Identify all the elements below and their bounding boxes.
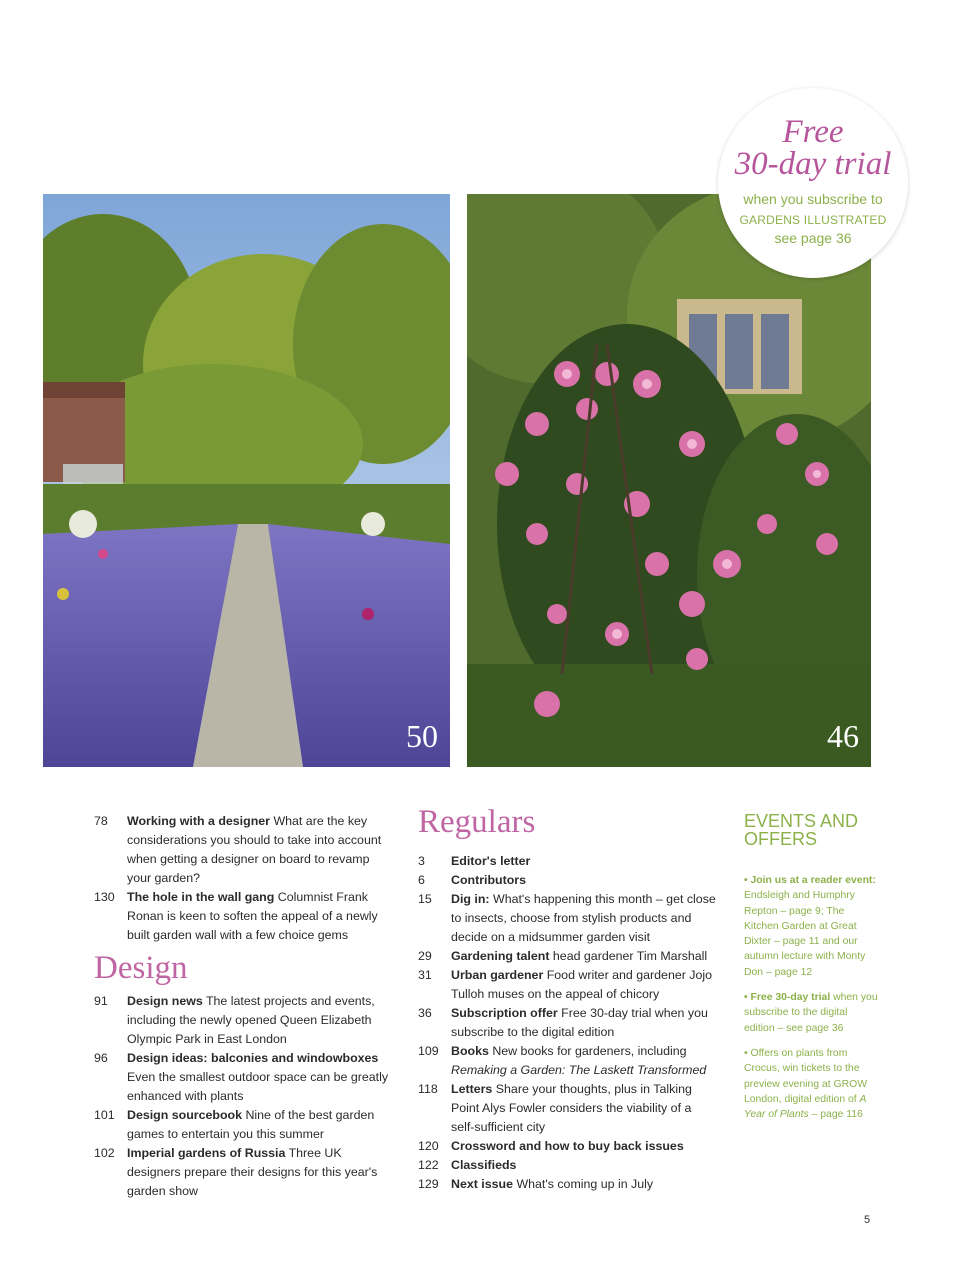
contents-entry[interactable]	[94, 1144, 394, 1201]
contents-entry[interactable]	[94, 1049, 394, 1106]
entry-description: The latest projects and events, including the newly opened Queen Elizabeth Olympic Park in East London	[127, 994, 375, 1046]
event-item-reader-event[interactable]	[744, 873, 879, 980]
entry-page-number: 15	[418, 892, 432, 906]
entry-description: New books for gardeners, including	[492, 1044, 687, 1058]
entry-page-number: 109	[418, 1044, 439, 1058]
entry-title: Classifieds	[451, 1158, 517, 1172]
badge-free-text: Free	[782, 114, 844, 150]
contents-entry[interactable]	[418, 852, 718, 871]
entry-title: The hole in the wall gang	[127, 890, 275, 904]
entry-page-number: 120	[418, 1139, 439, 1153]
events-offers-heading	[744, 812, 879, 848]
badge-magazine-name: GARDENS ILLUSTRATED	[739, 213, 887, 227]
entry-description: Columnist Frank Ronan is keen to soften the appeal of a newly built garden wall with a few choice gems	[127, 890, 378, 942]
event-label: • Free 30-day trial	[744, 992, 831, 1004]
entry-title: Imperial gardens of Russia	[127, 1146, 286, 1160]
entry-page-number: 129	[418, 1177, 439, 1191]
entry-title: Gardening talent	[451, 949, 550, 963]
entry-title: Next issue	[451, 1177, 513, 1191]
page-number: 5	[864, 1214, 871, 1226]
entry-book-title: Remaking a Garden: The Laskett Transformed	[451, 1063, 707, 1077]
garden-path-photo	[43, 194, 450, 767]
contents-entry[interactable]	[94, 888, 394, 945]
contents-entry[interactable]	[418, 1042, 718, 1080]
contents-entry[interactable]	[418, 1156, 718, 1175]
roses-cottage-photo	[467, 194, 871, 767]
entry-description: Free 30-day trial when you subscribe to the digital edition	[451, 1006, 708, 1039]
entry-description: Three UK designers prepare their designs for this year's garden show	[127, 1146, 378, 1198]
entry-title: Urban gardener	[451, 968, 544, 982]
badge-trial-text: 30-day trial	[734, 146, 892, 182]
contents-entry[interactable]	[94, 812, 394, 888]
entry-description: head gardener Tim Marshall	[552, 949, 708, 963]
entry-title: Contributors	[451, 873, 527, 887]
contents-left-column	[94, 812, 394, 1201]
events-heading-line2: OFFERS	[744, 829, 818, 849]
regulars-section-heading: Regulars	[418, 804, 536, 840]
page-ref-46: 46	[827, 718, 859, 754]
entry-page-number: 6	[418, 873, 425, 887]
contents-entry[interactable]	[418, 966, 718, 1004]
events-offers-column	[744, 812, 879, 1132]
page-ref-50: 50	[406, 718, 438, 754]
entry-title: Design ideas: balconies and windowboxes	[127, 1051, 379, 1065]
badge-page-link[interactable]: see page 36	[774, 230, 852, 246]
entry-description: Nine of the best garden games to entertain you this summer	[127, 1108, 375, 1141]
event-book-title: A Year of Plants	[744, 1093, 867, 1121]
event-item-offers[interactable]	[744, 1046, 879, 1122]
contents-entry[interactable]	[418, 871, 718, 890]
free-trial-badge[interactable]	[718, 88, 908, 278]
entry-title: Subscription offer	[451, 1006, 558, 1020]
garden-path-illustration	[43, 194, 450, 767]
contents-entry[interactable]	[418, 1175, 718, 1194]
entry-description: Food writer and gardener Jojo Tulloh muses on the appeal of chicory	[451, 968, 713, 1001]
event-item-free-trial[interactable]	[744, 990, 879, 1036]
entry-title: Editor's letter	[451, 854, 531, 868]
entry-page-number: 96	[94, 1051, 108, 1065]
contents-entry[interactable]	[418, 947, 718, 966]
entry-page-number: 3	[418, 854, 425, 868]
entry-page-number: 102	[94, 1146, 115, 1160]
contents-entry[interactable]	[418, 890, 718, 947]
entry-page-number: 122	[418, 1158, 439, 1172]
entry-page-number: 118	[418, 1082, 438, 1096]
entry-title: Dig in:	[451, 892, 490, 906]
entry-page-number: 91	[94, 994, 108, 1008]
event-text: when you subscribe to the digital edition – see page 36	[744, 992, 878, 1034]
entry-title: Design news	[127, 994, 203, 1008]
regulars-column	[418, 804, 718, 1194]
entry-description: What's coming up in July	[516, 1177, 654, 1191]
event-text: Endsleigh and Humphry Repton – page 9; The Kitchen Garden at Great Dixter – page 11 and our autumn lecture with Monty Don – page 12	[744, 890, 866, 978]
badge-subscribe-text: when you subscribe to	[743, 191, 883, 207]
entry-page-number: 29	[418, 949, 432, 963]
entry-title: Letters	[451, 1082, 493, 1096]
entry-description: Even the smallest outdoor space can be greatly enhanced with plants	[127, 1070, 389, 1103]
entry-description: What's happening this month – get close to insects, choose from stylish products and decide on a midsummer garden visit	[451, 892, 716, 944]
event-text: • Offers on plants from Crocus, win tickets to the preview evening at GROW London, digital edition of	[744, 1047, 868, 1105]
entry-page-number: 101	[94, 1108, 115, 1122]
entry-page-number: 130	[94, 890, 115, 904]
entry-page-number: 78	[94, 814, 108, 828]
contents-entry[interactable]	[418, 1137, 718, 1156]
contents-entry[interactable]	[418, 1080, 718, 1137]
entry-description: What are the key considerations you should to take into account when getting a designer on board to revamp your garden?	[127, 814, 382, 885]
event-page-ref: – page 116	[811, 1109, 863, 1121]
design-section-heading: Design	[94, 950, 188, 986]
entry-title: Books	[451, 1044, 489, 1058]
entry-title: Working with a designer	[127, 814, 270, 828]
entry-page-number: 31	[418, 968, 432, 982]
event-label: • Join us at a reader event:	[744, 875, 876, 886]
contents-entry[interactable]	[94, 1106, 394, 1144]
entry-title: Crossword and how to buy back issues	[451, 1139, 684, 1153]
badge-headline	[718, 116, 908, 180]
contents-entry[interactable]	[94, 992, 394, 1049]
events-heading-line1: EVENTS AND	[744, 811, 859, 831]
contents-entry[interactable]	[418, 1004, 718, 1042]
entry-page-number: 36	[418, 1006, 432, 1020]
roses-cottage-illustration	[467, 194, 871, 767]
entry-title: Design sourcebook	[127, 1108, 242, 1122]
entry-description: Share your thoughts, plus in Talking Point Alys Fowler considers the viability of a self-sufficient city	[451, 1082, 692, 1134]
